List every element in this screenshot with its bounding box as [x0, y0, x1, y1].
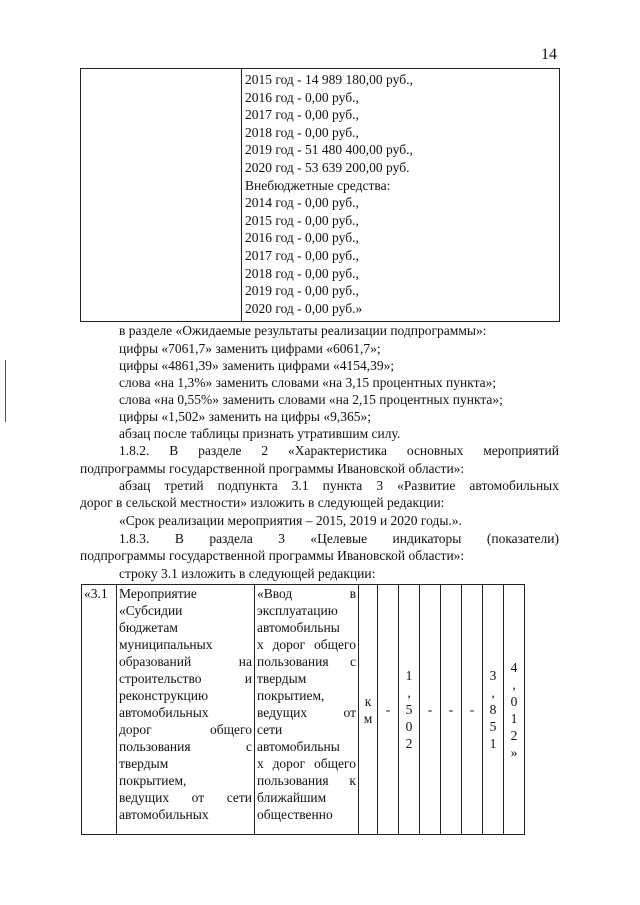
paragraph-change-3: слова «на 1,3%» заменить словами «на 3,15 процентных пункта»;	[119, 375, 497, 390]
indicator-name	[257, 585, 356, 823]
value-7-char: ,	[512, 676, 516, 692]
value-6-char: 8	[489, 702, 497, 717]
value-7-char: »	[510, 744, 518, 760]
value-4: -	[448, 702, 454, 717]
value-cell-2	[399, 585, 420, 835]
value-1: -	[385, 702, 391, 717]
measure-name-line: строительство и	[119, 671, 252, 686]
value-cell-3	[420, 585, 441, 835]
funding-line: 2018 год - 0,00 руб.,	[245, 124, 359, 140]
value-cell-7	[504, 585, 525, 835]
indicator-name-line: сети	[257, 722, 283, 737]
paragraph-3-1-line1: абзац третий подпункта 3.1 пункта 3 «Развитие автомобильных	[119, 478, 559, 493]
value-7-char: 0	[510, 693, 518, 709]
funding-line: 2017 год - 0,00 руб.,	[245, 107, 359, 123]
value-6-char: ,	[491, 685, 495, 700]
funding-line: 2015 год - 14 989 180,00 руб.,	[245, 72, 413, 87]
paragraph-change-1: цифры «7061,7» заменить цифрами «6061,7»;	[119, 341, 381, 356]
value-2-char: 2	[405, 736, 413, 751]
unit-value	[361, 693, 375, 727]
indicator-name-line: автомобильны	[257, 739, 340, 754]
paragraph-1-8-3-line1: 1.8.3. В раздела 3 «Целевые индикаторы (показатели)	[119, 531, 559, 546]
value-6	[485, 667, 501, 752]
paragraph-expected-results: в разделе «Ожидаемые результаты реализации подпрограммы»:	[119, 323, 487, 338]
paragraph-3-1-line2: дорог в сельской местности» изложить в следующей редакции:	[80, 495, 445, 510]
measure-name-line: автомобильных	[119, 705, 209, 720]
indicator-name-line: х дорог общего	[257, 756, 356, 771]
funding-line: 2019 год - 0,00 руб.,	[245, 283, 359, 299]
indicator-table-row	[81, 584, 525, 835]
measure-name-line: реконструкцию	[119, 688, 209, 703]
indicator-name-line: ближайшим	[257, 790, 327, 805]
measure-name-line: «Субсидии	[119, 603, 183, 618]
paragraph-1-8-2-line2: подпрограммы государственной программы Ивановской области»:	[80, 461, 465, 476]
paragraph-1-8-2-line1: 1.8.2. В разделе 2 «Характеристика основных мероприятий	[119, 443, 559, 458]
indicator-name-line: автомобильны	[257, 620, 340, 635]
funding-line: 2016 год - 0,00 руб.,	[245, 230, 359, 246]
value-2-char: 5	[405, 702, 413, 717]
paragraph-change-2: цифры «4861,39» заменить цифрами «4154,39»;	[119, 358, 395, 373]
value-6-char: 5	[489, 719, 497, 734]
paragraph-deadline-quote: «Срок реализации мероприятия – 2015, 2019 и 2020 годы.».	[119, 513, 462, 528]
funding-table-continuation	[80, 68, 560, 322]
value-cell-4	[441, 585, 462, 835]
value-6-char: 3	[489, 668, 497, 683]
indicator-name-line: х дорог общего	[257, 637, 356, 652]
funding-line: 2020 год - 53 639 200,00 руб.	[245, 159, 410, 175]
funding-line: 2016 год - 0,00 руб.,	[245, 89, 359, 105]
value-cell-1	[378, 585, 399, 835]
page-number: 14	[541, 46, 557, 63]
value-7	[506, 659, 522, 761]
value-2	[401, 667, 417, 752]
funding-line: 2017 год - 0,00 руб.,	[245, 247, 359, 263]
measure-name-line: муниципальных	[119, 637, 213, 652]
funding-lines	[242, 69, 559, 317]
indicator-name-line: «Ввод в	[257, 586, 356, 601]
funding-line: 2020 год - 0,00 руб.»	[245, 300, 363, 316]
funding-line: 2018 год - 0,00 руб.,	[245, 265, 359, 281]
measure-name-line: пользования с	[119, 739, 252, 754]
value-5: -	[469, 702, 475, 717]
measure-name-line: ведущих от сети	[119, 790, 252, 805]
measure-name-cell	[117, 585, 255, 835]
paragraph-1-8-3-line2: подпрограммы государственной программы Ивановской области»:	[80, 548, 465, 563]
indicator-name-line: покрытием,	[257, 688, 325, 703]
indicator-name-cell	[255, 585, 359, 835]
funding-line: 2019 год - 51 480 400,00 руб.,	[245, 142, 413, 158]
value-7-char: 4	[510, 659, 518, 675]
value-7-char: 2	[510, 727, 518, 743]
row-number-cell	[82, 585, 117, 835]
measure-name-line: автомобильных	[119, 807, 209, 822]
measure-name-line: Мероприятие	[119, 586, 197, 601]
indicator-name-line: эксплуатацию	[257, 603, 338, 618]
measure-name-line: покрытием,	[119, 773, 187, 788]
unit-char: м	[363, 710, 373, 726]
paragraph-change-6: абзац после таблицы признать утратившим силу.	[119, 426, 401, 441]
value-cell-6	[483, 585, 504, 835]
measure-name-line: образований на	[119, 654, 252, 669]
value-3: -	[427, 702, 433, 717]
funding-line: Внебюджетные средства:	[245, 177, 391, 193]
measure-name-line: дорог общего	[119, 722, 252, 737]
funding-line: 2015 год - 0,00 руб.,	[245, 212, 359, 228]
row-number: «3.1	[84, 586, 108, 601]
indicator-name-line: твердым	[257, 671, 307, 686]
value-2-char: 1	[405, 668, 413, 683]
funding-label-cell	[81, 69, 242, 322]
paragraph-change-4: слова «на 0,55%» заменить словами «на 2,15 процентных пункта»;	[119, 392, 503, 407]
value-2-char: ,	[407, 685, 411, 700]
scan-margin-mark	[5, 360, 6, 422]
measure-name	[119, 585, 252, 823]
paragraph-change-5: цифры «1,502» заменить на цифры «9,365»;	[119, 409, 371, 424]
paragraph-row-3-1-intro: строку 3.1 изложить в следующей редакции:	[119, 566, 376, 581]
funding-line: 2014 год - 0,00 руб.,	[245, 195, 359, 211]
measure-name-line: твердым	[119, 756, 169, 771]
value-cell-5	[462, 585, 483, 835]
measure-name-line: бюджетам	[119, 620, 178, 635]
value-7-char: 1	[510, 710, 518, 726]
indicator-name-line: пользования к	[257, 773, 356, 788]
value-6-char: 1	[489, 736, 497, 751]
unit-cell	[359, 585, 378, 835]
value-2-char: 0	[405, 719, 413, 734]
funding-values-cell	[242, 69, 560, 322]
indicator-name-line: общественно	[257, 807, 333, 822]
indicator-name-line: пользования с	[257, 654, 356, 669]
indicator-name-line: ведущих от	[257, 705, 356, 720]
unit-char: к	[364, 693, 372, 709]
